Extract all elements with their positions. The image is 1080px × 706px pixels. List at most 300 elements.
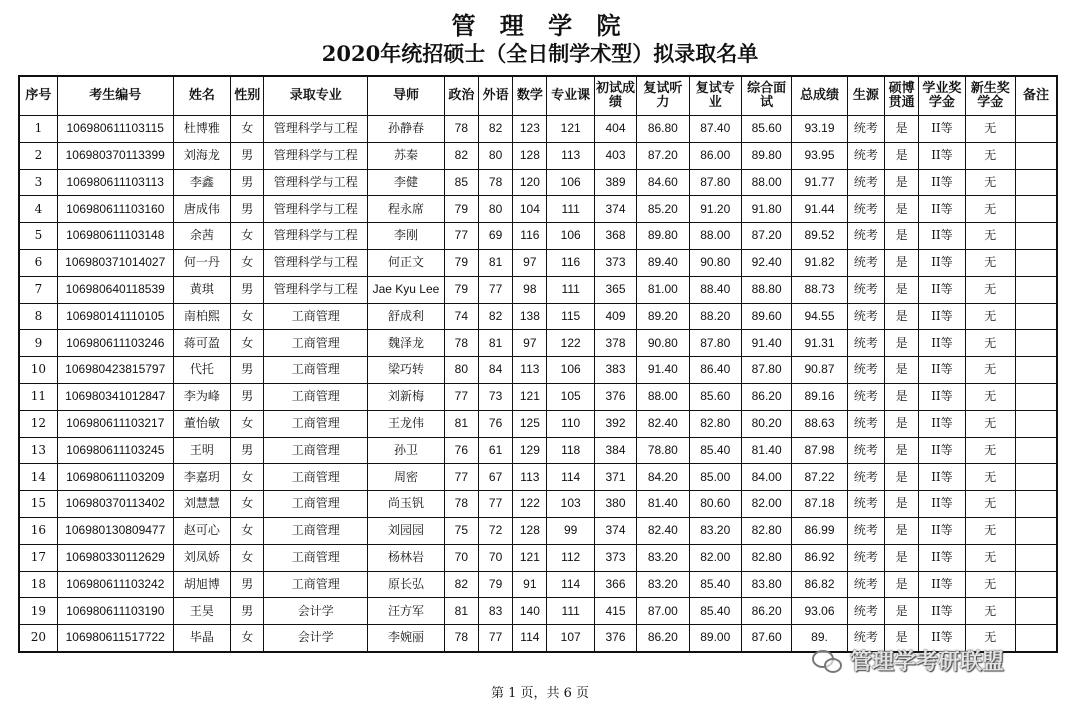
cell-master-phd: 是 bbox=[885, 249, 919, 276]
cell-source: 统考 bbox=[847, 517, 884, 544]
cell-foreign-language: 84 bbox=[478, 357, 512, 384]
cell-gender: 女 bbox=[231, 544, 264, 571]
cell-remarks bbox=[1015, 303, 1057, 330]
cell-master-phd: 是 bbox=[885, 437, 919, 464]
cell-remarks bbox=[1015, 544, 1057, 571]
cell-master-phd: 是 bbox=[885, 464, 919, 491]
cell-academic-scholarship: II等 bbox=[919, 142, 965, 169]
cell-source: 统考 bbox=[847, 142, 884, 169]
cell-candidate-id: 106980611103209 bbox=[57, 464, 173, 491]
table-row bbox=[19, 357, 1057, 384]
cell-major: 工商管理 bbox=[264, 571, 368, 598]
cell-name: 蒋可盈 bbox=[173, 330, 230, 357]
cell-candidate-id: 106980611103113 bbox=[57, 169, 173, 196]
cell-retest-listening: 81.40 bbox=[637, 491, 689, 518]
cell-master-phd: 是 bbox=[885, 544, 919, 571]
cell-academic-scholarship: II等 bbox=[919, 383, 965, 410]
table-row bbox=[19, 598, 1057, 625]
cell-name: 李鑫 bbox=[173, 169, 230, 196]
cell-advisor: 李健 bbox=[368, 169, 445, 196]
cell-seq: 15 bbox=[19, 491, 57, 518]
table-row bbox=[19, 491, 1057, 518]
table-row bbox=[19, 330, 1057, 357]
cell-major: 工商管理 bbox=[264, 330, 368, 357]
cell-politics: 78 bbox=[444, 491, 478, 518]
cell-freshman-scholarship: 无 bbox=[965, 491, 1015, 518]
cell-master-phd: 是 bbox=[885, 383, 919, 410]
cell-gender: 女 bbox=[231, 330, 264, 357]
cell-advisor: 李刚 bbox=[368, 223, 445, 250]
cell-seq: 17 bbox=[19, 544, 57, 571]
cell-remarks bbox=[1015, 410, 1057, 437]
cell-seq: 18 bbox=[19, 571, 57, 598]
cell-academic-scholarship: II等 bbox=[919, 598, 965, 625]
cell-interview: 91.80 bbox=[741, 196, 791, 223]
cell-politics: 76 bbox=[444, 437, 478, 464]
cell-major: 管理科学与工程 bbox=[264, 116, 368, 143]
cell-major: 管理科学与工程 bbox=[264, 142, 368, 169]
cell-total-score: 91.44 bbox=[792, 196, 847, 223]
cell-remarks bbox=[1015, 598, 1057, 625]
cell-seq: 4 bbox=[19, 196, 57, 223]
cell-candidate-id: 106980423815797 bbox=[57, 357, 173, 384]
cell-advisor: 孙卫 bbox=[368, 437, 445, 464]
cell-advisor: 原长弘 bbox=[368, 571, 445, 598]
cell-name: 李嘉玥 bbox=[173, 464, 230, 491]
cell-remarks bbox=[1015, 169, 1057, 196]
cell-gender: 女 bbox=[231, 464, 264, 491]
cell-retest-specialty: 88.00 bbox=[689, 223, 741, 250]
cell-total-score: 86.99 bbox=[792, 517, 847, 544]
column-header: 性别 bbox=[231, 76, 264, 116]
cell-retest-listening: 89.80 bbox=[637, 223, 689, 250]
cell-remarks bbox=[1015, 437, 1057, 464]
table-row bbox=[19, 571, 1057, 598]
cell-retest-listening: 86.80 bbox=[637, 116, 689, 143]
cell-retest-specialty: 91.20 bbox=[689, 196, 741, 223]
cell-retest-specialty: 90.80 bbox=[689, 249, 741, 276]
cell-source: 统考 bbox=[847, 116, 884, 143]
cell-foreign-language: 76 bbox=[478, 410, 512, 437]
cell-academic-scholarship: II等 bbox=[919, 196, 965, 223]
column-header: 学业奖学金 bbox=[919, 76, 965, 116]
cell-retest-listening: 87.00 bbox=[637, 598, 689, 625]
cell-retest-specialty: 86.40 bbox=[689, 357, 741, 384]
cell-specialty: 99 bbox=[547, 517, 594, 544]
cell-master-phd: 是 bbox=[885, 491, 919, 518]
cell-name: 黄琪 bbox=[173, 276, 230, 303]
cell-retest-listening: 83.20 bbox=[637, 571, 689, 598]
cell-foreign-language: 80 bbox=[478, 196, 512, 223]
cell-remarks bbox=[1015, 383, 1057, 410]
cell-math: 98 bbox=[513, 276, 547, 303]
cell-interview: 80.20 bbox=[741, 410, 791, 437]
cell-retest-listening: 82.40 bbox=[637, 517, 689, 544]
table-row bbox=[19, 383, 1057, 410]
cell-name: 胡旭博 bbox=[173, 571, 230, 598]
cell-source: 统考 bbox=[847, 357, 884, 384]
cell-candidate-id: 106980640118539 bbox=[57, 276, 173, 303]
cell-seq: 3 bbox=[19, 169, 57, 196]
cell-math: 129 bbox=[513, 437, 547, 464]
cell-remarks bbox=[1015, 249, 1057, 276]
column-header: 外语 bbox=[478, 76, 512, 116]
cell-seq: 6 bbox=[19, 249, 57, 276]
cell-gender: 女 bbox=[231, 491, 264, 518]
cell-foreign-language: 73 bbox=[478, 383, 512, 410]
cell-seq: 1 bbox=[19, 116, 57, 143]
table-row bbox=[19, 142, 1057, 169]
cell-retest-listening: 81.00 bbox=[637, 276, 689, 303]
cell-name: 代托 bbox=[173, 357, 230, 384]
cell-freshman-scholarship: 无 bbox=[965, 437, 1015, 464]
cell-master-phd: 是 bbox=[885, 330, 919, 357]
column-header: 生源 bbox=[847, 76, 884, 116]
cell-prelim-total: 365 bbox=[594, 276, 636, 303]
cell-specialty: 111 bbox=[547, 276, 594, 303]
cell-advisor: 王龙伟 bbox=[368, 410, 445, 437]
cell-retest-specialty: 82.00 bbox=[689, 544, 741, 571]
cell-prelim-total: 403 bbox=[594, 142, 636, 169]
cell-master-phd: 是 bbox=[885, 571, 919, 598]
cell-gender: 女 bbox=[231, 116, 264, 143]
cell-freshman-scholarship: 无 bbox=[965, 571, 1015, 598]
cell-prelim-total: 392 bbox=[594, 410, 636, 437]
cell-prelim-total: 374 bbox=[594, 517, 636, 544]
page-footer: 第 1 页，共 6 页 bbox=[490, 686, 590, 701]
cell-academic-scholarship: II等 bbox=[919, 276, 965, 303]
cell-seq: 12 bbox=[19, 410, 57, 437]
cell-name: 王昊 bbox=[173, 598, 230, 625]
cell-candidate-id: 106980611103217 bbox=[57, 410, 173, 437]
cell-prelim-total: 389 bbox=[594, 169, 636, 196]
cell-advisor: 李婉丽 bbox=[368, 625, 445, 652]
cell-major: 工商管理 bbox=[264, 517, 368, 544]
table-row bbox=[19, 196, 1057, 223]
cell-candidate-id: 106980370113402 bbox=[57, 491, 173, 518]
cell-specialty: 122 bbox=[547, 330, 594, 357]
cell-candidate-id: 106980341012847 bbox=[57, 383, 173, 410]
cell-remarks bbox=[1015, 330, 1057, 357]
cell-politics: 75 bbox=[444, 517, 478, 544]
cell-gender: 男 bbox=[231, 598, 264, 625]
cell-prelim-total: 373 bbox=[594, 249, 636, 276]
cell-interview: 86.20 bbox=[741, 598, 791, 625]
cell-prelim-total: 378 bbox=[594, 330, 636, 357]
cell-freshman-scholarship: 无 bbox=[965, 517, 1015, 544]
cell-academic-scholarship: II等 bbox=[919, 491, 965, 518]
cell-retest-listening: 88.00 bbox=[637, 383, 689, 410]
cell-foreign-language: 81 bbox=[478, 330, 512, 357]
cell-total-score: 90.87 bbox=[792, 357, 847, 384]
cell-specialty: 114 bbox=[547, 464, 594, 491]
cell-retest-specialty: 86.00 bbox=[689, 142, 741, 169]
cell-foreign-language: 82 bbox=[478, 303, 512, 330]
cell-total-score: 91.77 bbox=[792, 169, 847, 196]
cell-candidate-id: 106980611103245 bbox=[57, 437, 173, 464]
table-row bbox=[19, 116, 1057, 143]
cell-seq: 13 bbox=[19, 437, 57, 464]
cell-master-phd: 是 bbox=[885, 142, 919, 169]
cell-interview: 82.00 bbox=[741, 491, 791, 518]
cell-name: 毕晶 bbox=[173, 625, 230, 652]
cell-specialty: 111 bbox=[547, 598, 594, 625]
cell-remarks bbox=[1015, 142, 1057, 169]
cell-seq: 14 bbox=[19, 464, 57, 491]
cell-advisor: 尚玉钒 bbox=[368, 491, 445, 518]
cell-seq: 2 bbox=[19, 142, 57, 169]
cell-gender: 男 bbox=[231, 196, 264, 223]
cell-advisor: 汪方军 bbox=[368, 598, 445, 625]
cell-foreign-language: 72 bbox=[478, 517, 512, 544]
cell-name: 南柏熙 bbox=[173, 303, 230, 330]
cell-name: 赵可心 bbox=[173, 517, 230, 544]
cell-name: 刘凤娇 bbox=[173, 544, 230, 571]
cell-interview: 89.60 bbox=[741, 303, 791, 330]
cell-gender: 女 bbox=[231, 303, 264, 330]
cell-freshman-scholarship: 无 bbox=[965, 223, 1015, 250]
cell-politics: 81 bbox=[444, 598, 478, 625]
cell-prelim-total: 374 bbox=[594, 196, 636, 223]
cell-source: 统考 bbox=[847, 276, 884, 303]
cell-academic-scholarship: II等 bbox=[919, 223, 965, 250]
cell-interview: 87.60 bbox=[741, 625, 791, 652]
cell-interview: 87.80 bbox=[741, 357, 791, 384]
cell-source: 统考 bbox=[847, 464, 884, 491]
cell-total-score: 93.06 bbox=[792, 598, 847, 625]
cell-politics: 77 bbox=[444, 383, 478, 410]
cell-remarks bbox=[1015, 517, 1057, 544]
cell-total-score: 93.19 bbox=[792, 116, 847, 143]
cell-politics: 79 bbox=[444, 196, 478, 223]
cell-academic-scholarship: II等 bbox=[919, 464, 965, 491]
cell-math: 125 bbox=[513, 410, 547, 437]
cell-foreign-language: 77 bbox=[478, 625, 512, 652]
cell-advisor: 程永席 bbox=[368, 196, 445, 223]
cell-specialty: 106 bbox=[547, 357, 594, 384]
cell-politics: 77 bbox=[444, 223, 478, 250]
cell-advisor: 梁巧转 bbox=[368, 357, 445, 384]
cell-politics: 81 bbox=[444, 410, 478, 437]
cell-advisor: 苏秦 bbox=[368, 142, 445, 169]
cell-prelim-total: 409 bbox=[594, 303, 636, 330]
cell-retest-listening: 83.20 bbox=[637, 544, 689, 571]
column-header: 考生编号 bbox=[57, 76, 173, 116]
cell-major: 工商管理 bbox=[264, 544, 368, 571]
cell-prelim-total: 371 bbox=[594, 464, 636, 491]
cell-retest-listening: 86.20 bbox=[637, 625, 689, 652]
cell-seq: 8 bbox=[19, 303, 57, 330]
cell-interview: 84.00 bbox=[741, 464, 791, 491]
cell-major: 管理科学与工程 bbox=[264, 249, 368, 276]
cell-politics: 80 bbox=[444, 357, 478, 384]
cell-gender: 男 bbox=[231, 437, 264, 464]
cell-gender: 女 bbox=[231, 410, 264, 437]
cell-total-score: 87.98 bbox=[792, 437, 847, 464]
cell-politics: 82 bbox=[444, 142, 478, 169]
cell-freshman-scholarship: 无 bbox=[965, 116, 1015, 143]
cell-remarks bbox=[1015, 357, 1057, 384]
cell-source: 统考 bbox=[847, 571, 884, 598]
cell-retest-listening: 84.20 bbox=[637, 464, 689, 491]
cell-specialty: 106 bbox=[547, 169, 594, 196]
cell-total-score: 91.82 bbox=[792, 249, 847, 276]
cell-freshman-scholarship: 无 bbox=[965, 249, 1015, 276]
cell-math: 121 bbox=[513, 544, 547, 571]
cell-freshman-scholarship: 无 bbox=[965, 142, 1015, 169]
cell-politics: 78 bbox=[444, 116, 478, 143]
cell-freshman-scholarship: 无 bbox=[965, 410, 1015, 437]
cell-interview: 89.80 bbox=[741, 142, 791, 169]
cell-freshman-scholarship: 无 bbox=[965, 625, 1015, 652]
cell-candidate-id: 106980130809477 bbox=[57, 517, 173, 544]
cell-math: 128 bbox=[513, 517, 547, 544]
cell-gender: 男 bbox=[231, 276, 264, 303]
watermark-text: 管理学考研联盟 bbox=[850, 649, 1005, 675]
cell-foreign-language: 77 bbox=[478, 491, 512, 518]
cell-master-phd: 是 bbox=[885, 303, 919, 330]
cell-politics: 82 bbox=[444, 571, 478, 598]
cell-specialty: 103 bbox=[547, 491, 594, 518]
cell-seq: 9 bbox=[19, 330, 57, 357]
cell-specialty: 115 bbox=[547, 303, 594, 330]
cell-gender: 女 bbox=[231, 517, 264, 544]
cell-freshman-scholarship: 无 bbox=[965, 196, 1015, 223]
cell-source: 统考 bbox=[847, 437, 884, 464]
cell-candidate-id: 106980330112629 bbox=[57, 544, 173, 571]
cell-interview: 91.40 bbox=[741, 330, 791, 357]
cell-major: 管理科学与工程 bbox=[264, 276, 368, 303]
cell-advisor: 魏泽龙 bbox=[368, 330, 445, 357]
table-row bbox=[19, 276, 1057, 303]
cell-name: 余茜 bbox=[173, 223, 230, 250]
cell-seq: 7 bbox=[19, 276, 57, 303]
cell-major: 工商管理 bbox=[264, 303, 368, 330]
cell-math: 104 bbox=[513, 196, 547, 223]
cell-total-score: 88.63 bbox=[792, 410, 847, 437]
cell-source: 统考 bbox=[847, 598, 884, 625]
cell-politics: 77 bbox=[444, 464, 478, 491]
table-row bbox=[19, 517, 1057, 544]
cell-foreign-language: 70 bbox=[478, 544, 512, 571]
column-header: 政治 bbox=[444, 76, 478, 116]
cell-remarks bbox=[1015, 571, 1057, 598]
table-row bbox=[19, 249, 1057, 276]
cell-name: 刘慧慧 bbox=[173, 491, 230, 518]
column-header: 硕博贯通 bbox=[885, 76, 919, 116]
cell-major: 管理科学与工程 bbox=[264, 169, 368, 196]
cell-source: 统考 bbox=[847, 196, 884, 223]
cell-source: 统考 bbox=[847, 410, 884, 437]
cell-name: 李为峰 bbox=[173, 383, 230, 410]
cell-academic-scholarship: II等 bbox=[919, 437, 965, 464]
cell-name: 唐成伟 bbox=[173, 196, 230, 223]
cell-major: 工商管理 bbox=[264, 437, 368, 464]
cell-name: 王明 bbox=[173, 437, 230, 464]
cell-math: 116 bbox=[513, 223, 547, 250]
cell-interview: 81.40 bbox=[741, 437, 791, 464]
cell-source: 统考 bbox=[847, 491, 884, 518]
cell-name: 刘海龙 bbox=[173, 142, 230, 169]
cell-candidate-id: 106980611103115 bbox=[57, 116, 173, 143]
admission-table bbox=[18, 75, 1058, 653]
cell-major: 工商管理 bbox=[264, 410, 368, 437]
table-row bbox=[19, 223, 1057, 250]
cell-advisor: 孙静春 bbox=[368, 116, 445, 143]
cell-major: 工商管理 bbox=[264, 491, 368, 518]
column-header: 复试专业 bbox=[689, 76, 741, 116]
cell-total-score: 87.18 bbox=[792, 491, 847, 518]
cell-source: 统考 bbox=[847, 544, 884, 571]
column-header: 初试成绩 bbox=[594, 76, 636, 116]
cell-interview: 92.40 bbox=[741, 249, 791, 276]
cell-freshman-scholarship: 无 bbox=[965, 544, 1015, 571]
cell-candidate-id: 106980611103246 bbox=[57, 330, 173, 357]
cell-retest-specialty: 85.40 bbox=[689, 437, 741, 464]
cell-freshman-scholarship: 无 bbox=[965, 357, 1015, 384]
column-header: 综合面试 bbox=[741, 76, 791, 116]
cell-math: 140 bbox=[513, 598, 547, 625]
cell-major: 管理科学与工程 bbox=[264, 223, 368, 250]
cell-math: 113 bbox=[513, 464, 547, 491]
cell-specialty: 105 bbox=[547, 383, 594, 410]
cell-advisor: 周密 bbox=[368, 464, 445, 491]
cell-total-score: 86.82 bbox=[792, 571, 847, 598]
cell-math: 121 bbox=[513, 383, 547, 410]
cell-retest-specialty: 88.40 bbox=[689, 276, 741, 303]
cell-politics: 74 bbox=[444, 303, 478, 330]
table-row bbox=[19, 169, 1057, 196]
cell-academic-scholarship: II等 bbox=[919, 169, 965, 196]
cell-major: 会计学 bbox=[264, 625, 368, 652]
cell-total-score: 87.22 bbox=[792, 464, 847, 491]
cell-specialty: 113 bbox=[547, 142, 594, 169]
column-header: 专业课 bbox=[547, 76, 594, 116]
cell-major: 工商管理 bbox=[264, 357, 368, 384]
cell-math: 113 bbox=[513, 357, 547, 384]
cell-freshman-scholarship: 无 bbox=[965, 330, 1015, 357]
table-header-row bbox=[19, 76, 1057, 116]
cell-total-score: 94.55 bbox=[792, 303, 847, 330]
cell-freshman-scholarship: 无 bbox=[965, 383, 1015, 410]
cell-advisor: Jae Kyu Lee bbox=[368, 276, 445, 303]
cell-foreign-language: 67 bbox=[478, 464, 512, 491]
cell-math: 123 bbox=[513, 116, 547, 143]
cell-gender: 男 bbox=[231, 169, 264, 196]
cell-remarks bbox=[1015, 196, 1057, 223]
cell-prelim-total: 404 bbox=[594, 116, 636, 143]
cell-master-phd: 是 bbox=[885, 517, 919, 544]
table-row bbox=[19, 544, 1057, 571]
cell-retest-specialty: 87.40 bbox=[689, 116, 741, 143]
table-row bbox=[19, 410, 1057, 437]
cell-total-score: 89. bbox=[792, 625, 847, 652]
cell-master-phd: 是 bbox=[885, 223, 919, 250]
cell-retest-specialty: 85.40 bbox=[689, 598, 741, 625]
cell-source: 统考 bbox=[847, 625, 884, 652]
cell-seq: 10 bbox=[19, 357, 57, 384]
cell-foreign-language: 81 bbox=[478, 249, 512, 276]
table-row bbox=[19, 464, 1057, 491]
cell-freshman-scholarship: 无 bbox=[965, 464, 1015, 491]
cell-master-phd: 是 bbox=[885, 410, 919, 437]
wechat-icon bbox=[812, 648, 842, 672]
cell-math: 91 bbox=[513, 571, 547, 598]
cell-total-score: 88.73 bbox=[792, 276, 847, 303]
cell-retest-listening: 89.40 bbox=[637, 249, 689, 276]
cell-candidate-id: 106980611517722 bbox=[57, 625, 173, 652]
cell-total-score: 91.31 bbox=[792, 330, 847, 357]
